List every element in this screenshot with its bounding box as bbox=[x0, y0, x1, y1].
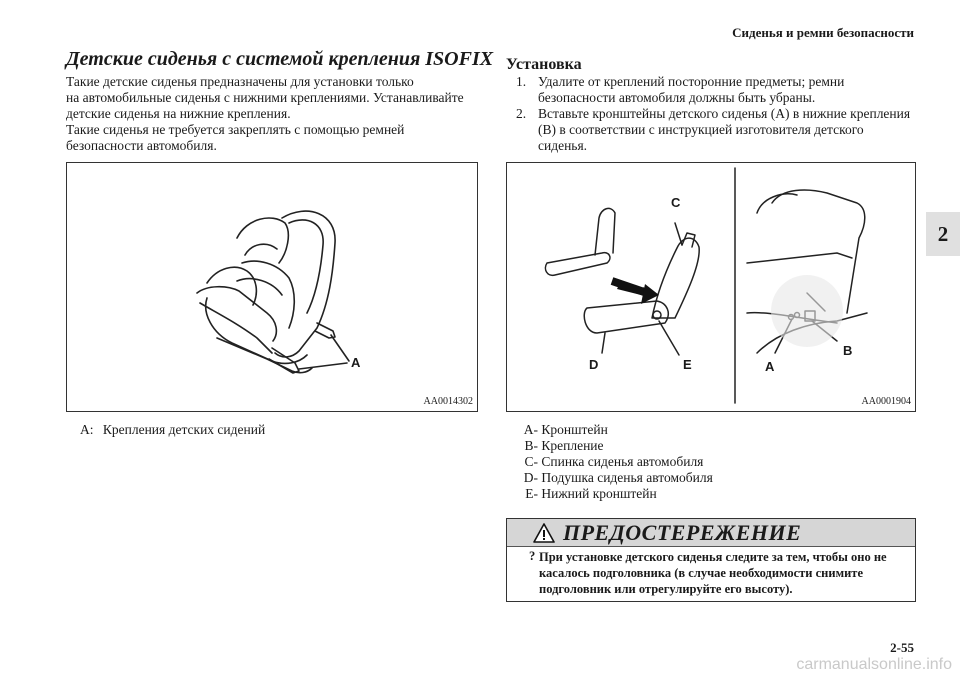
warning-line: При установке детского сиденья следите за тем, чтобы оно не bbox=[539, 550, 887, 564]
intro-line-4: Такие сиденья не требуется закреплять с помощью ремней bbox=[66, 122, 405, 137]
legend-item-b bbox=[516, 438, 816, 454]
callout-a-right: A bbox=[765, 359, 775, 374]
step-line: сиденья. bbox=[538, 138, 588, 153]
watermark: carmanualsonline.info bbox=[796, 656, 952, 673]
step-2 bbox=[516, 106, 916, 154]
callout-a: A bbox=[351, 355, 361, 370]
legend-key: B- bbox=[524, 438, 538, 453]
legend-list bbox=[516, 422, 816, 502]
warning-line: подголовник или отрегулируйте его высоту). bbox=[539, 582, 793, 596]
legend-text: Нижний кронштейн bbox=[541, 486, 657, 501]
warning-text bbox=[539, 549, 909, 597]
callout-d: D bbox=[589, 357, 599, 372]
intro-line-1: Такие детские сиденья предназначены для установки только bbox=[66, 74, 414, 89]
installation-illustration bbox=[507, 163, 915, 411]
running-header: Сиденья и ремни безопасности bbox=[732, 25, 914, 40]
callout-c: C bbox=[671, 195, 681, 210]
child-seat-illustration bbox=[67, 163, 477, 411]
chapter-tab: 2 bbox=[926, 212, 960, 256]
step-number: 1. bbox=[516, 74, 527, 89]
callout-b: B bbox=[843, 343, 853, 358]
figure-code: AA0014302 bbox=[423, 396, 473, 407]
intro-line-5: безопасности автомобиля. bbox=[66, 138, 217, 153]
step-1 bbox=[516, 74, 916, 106]
intro-line-2: на автомобильные сиденья с нижними креплениями. Устанавливайте bbox=[66, 90, 464, 105]
warning-line: касалось подголовника (в случае необходимости снимите bbox=[539, 566, 863, 580]
figure-installation bbox=[506, 162, 916, 412]
warning-header bbox=[507, 519, 915, 547]
legend-key: A: bbox=[80, 422, 94, 437]
callout-e: E bbox=[683, 357, 692, 372]
figure-child-seat bbox=[66, 162, 478, 412]
legend-item-e bbox=[516, 486, 816, 502]
page-number: 2-55 bbox=[890, 640, 914, 655]
legend-text: Кронштейн bbox=[541, 422, 608, 437]
legend-text: Крепления детских сидений bbox=[102, 422, 266, 437]
legend-item-d bbox=[516, 470, 816, 486]
legend-text: Спинка сиденья автомобиля bbox=[541, 454, 704, 469]
legend-key: D- bbox=[523, 470, 538, 485]
section-title-installation: Установка bbox=[506, 56, 582, 73]
legend-text: Подушка сиденья автомобиля bbox=[541, 470, 713, 485]
legend-key: A- bbox=[523, 422, 538, 437]
step-line: безопасности автомобиля должны быть убраны. bbox=[538, 90, 816, 105]
legend-item-c bbox=[516, 454, 816, 470]
legend-key: E- bbox=[525, 486, 538, 501]
step-line: Удалите от креплений посторонние предметы; ремни bbox=[538, 74, 845, 89]
legend-item-a bbox=[80, 422, 265, 438]
step-line: (B) в соответствии с инструкцией изготовителя детского bbox=[538, 122, 864, 137]
step-number: 2. bbox=[516, 106, 527, 121]
figure-code-right: AA0001904 bbox=[861, 396, 911, 407]
warning-box bbox=[506, 518, 916, 602]
intro-line-3: детские сиденья на нижние крепления. bbox=[66, 106, 291, 121]
legend-key: C- bbox=[524, 454, 538, 469]
warning-bullet: ? bbox=[529, 549, 536, 563]
step-line: Вставьте кронштейны детского сиденья (A) в нижние крепления bbox=[538, 106, 911, 121]
warning-triangle-icon bbox=[533, 523, 555, 543]
legend-item-a bbox=[516, 422, 816, 438]
legend-text: Крепление bbox=[541, 438, 604, 453]
warning-title: ПРЕДОСТЕРЕЖЕНИЕ bbox=[563, 520, 802, 545]
section-title-isofix: Детские сиденья с системой крепления ISOFIX bbox=[66, 48, 494, 70]
